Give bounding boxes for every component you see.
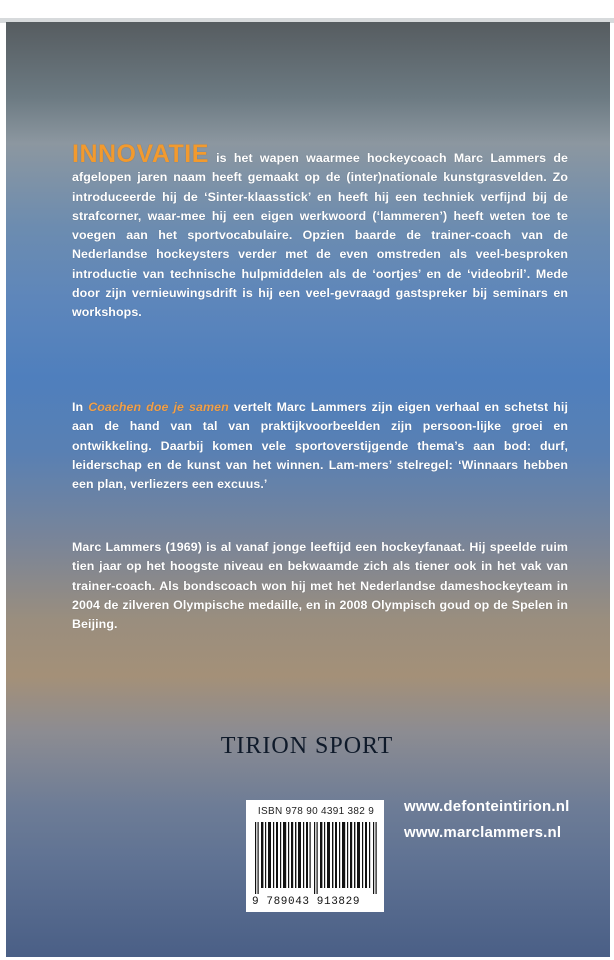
publisher-name: TIRION SPORT: [220, 733, 394, 759]
book-title-italic: Coachen doe je samen: [88, 400, 229, 414]
paragraph-2-in: In: [72, 400, 89, 414]
paragraph-1-text: is het wapen waarmee hockeycoach Marc Lammers de afgelopen jaren naam heeft gemaakt op de (inter)nationale kunstgrasvelden. Zo introduceerde hij de ‘Sinter-klaasstick’ en heeft hij een techniek verfijnd bij de strafcorner, waar-mee hij een eigen werkwoord (‘lammeren’) heeft weten toe te voegen aan het sportvocabulaire. Opzien baarde de trainer-coach van de Nederlandse hockeysters verder met de even omstreden als veel-besproken introductie van technische hulpmiddelen als de ‘oortjes’ en de ‘videobril’. Mede door zijn vernieuwingsdrift is hij een veel-gevraagd gastspreker bij seminars en workshops.: [72, 151, 568, 320]
isbn-label: ISBN 978 90 4391 382 9: [257, 806, 375, 817]
barcode-panel: [246, 800, 384, 912]
paragraph-innovatie: [72, 140, 568, 323]
keyword-innovatie: INNOVATIE: [72, 140, 209, 168]
barcode-icon: [254, 822, 378, 894]
paragraph-author-bio: Marc Lammers (1969) is al vanaf jonge leeftijd een hockeyfanaat. Hij speelde ruim tien jaar op het hoogste niveau en bekwaamde zich als tiener ook in het vak van trainer-coach. Als bondscoach won hij met het Nederlandse dameshockeyteam in 2004 de zilveren Olympische medaille, en in 2008 Olympisch goud op de Spelen in Beijing.: [72, 540, 568, 632]
website-link-defonteintirion: www.defonteintirion.nl: [404, 798, 570, 815]
barcode-digits: 9 789043 913829: [252, 896, 361, 908]
paragraph-2-text: vertelt Marc Lammers zijn eigen verhaal en schetst hij aan de hand van tal van praktijkvoorbeelden zijn persoon-lijke groei en ontwikkeling. Daarbij komen vele sportoverstijgende thema’s aan bod: durf, leiderschap en de kunst van het winnen. Lam-mers’ stelregel: ‘Winnaars hebben een plan, verliezers een excuus.’: [72, 400, 568, 492]
paragraph-book-description: [72, 398, 568, 494]
website-link-marclammers: www.marclammers.nl: [404, 824, 562, 841]
